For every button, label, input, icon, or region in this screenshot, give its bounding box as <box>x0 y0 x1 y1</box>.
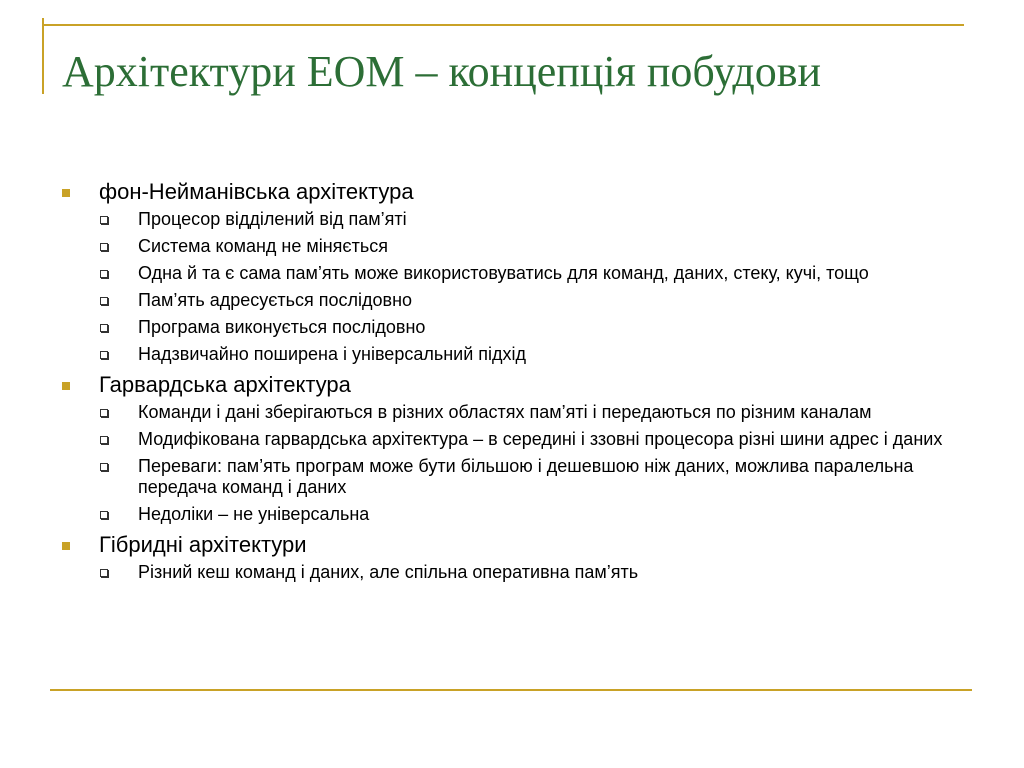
list-item-text: Недоліки – не універсальна <box>138 504 370 524</box>
list-item <box>60 209 958 230</box>
hollow-square-bullet-icon <box>100 216 108 224</box>
list-item <box>60 344 958 365</box>
list-item-text: Надзвичайно поширена і універсальний підхід <box>138 344 527 364</box>
frame-vertical-line <box>42 18 44 94</box>
square-bullet-icon <box>62 382 70 390</box>
list-item <box>60 290 958 311</box>
list-item <box>60 429 958 450</box>
hollow-square-bullet-icon <box>100 270 108 278</box>
hollow-square-bullet-icon <box>100 243 108 251</box>
hollow-square-bullet-icon <box>100 569 108 577</box>
list-item <box>60 504 958 525</box>
square-bullet-icon <box>62 542 70 550</box>
hollow-square-bullet-icon <box>100 324 108 332</box>
hollow-square-bullet-icon <box>100 511 108 519</box>
section-heading-text: Гарвардська архітектура <box>99 372 351 397</box>
frame-bottom-line <box>50 689 972 691</box>
list-item <box>60 263 958 284</box>
list-item-text: Команди і дані зберігаються в різних областях пам’яті і передаються по різним каналам <box>138 402 872 422</box>
hollow-square-bullet-icon <box>100 409 108 417</box>
slide-title: Архітектури ЕОМ – концепція побудови <box>62 47 822 96</box>
list-item <box>60 562 958 583</box>
list-item-text: Програма виконується послідовно <box>138 317 426 337</box>
square-bullet-icon <box>62 189 70 197</box>
list-item <box>60 456 958 498</box>
section-heading-text: Гібридні архітектури <box>99 532 307 557</box>
list-item-text: Процесор відділений від пам’яті <box>138 209 407 229</box>
list-item-text: Переваги: пам’ять програм може бути більшою і дешевшою ніж даних, можлива паралельна передача команд і даних <box>138 456 914 497</box>
hollow-square-bullet-icon <box>100 436 108 444</box>
list-item-text: Одна й та є сама пам’ять може використовуватись для команд, даних, стеку, кучі, тощо <box>138 263 869 283</box>
section-heading <box>60 178 960 206</box>
section-heading <box>60 531 960 559</box>
hollow-square-bullet-icon <box>100 351 108 359</box>
section-heading-text: фон-Нейманівська архітектура <box>99 179 414 204</box>
list-item-text: Різний кеш команд і даних, але спільна оперативна пам’ять <box>138 562 639 582</box>
frame-top-line <box>42 24 964 26</box>
slide-content <box>60 178 960 589</box>
hollow-square-bullet-icon <box>100 463 108 471</box>
list-item-text: Система команд не міняється <box>138 236 388 256</box>
list-item <box>60 317 958 338</box>
section-heading <box>60 371 960 399</box>
list-item <box>60 402 958 423</box>
list-item-text: Модифікована гарвардська архітектура – в середині і ззовні процесора різні шини адрес і даних <box>138 429 943 449</box>
list-item <box>60 236 958 257</box>
hollow-square-bullet-icon <box>100 297 108 305</box>
list-item-text: Пам’ять адресується послідовно <box>138 290 413 310</box>
